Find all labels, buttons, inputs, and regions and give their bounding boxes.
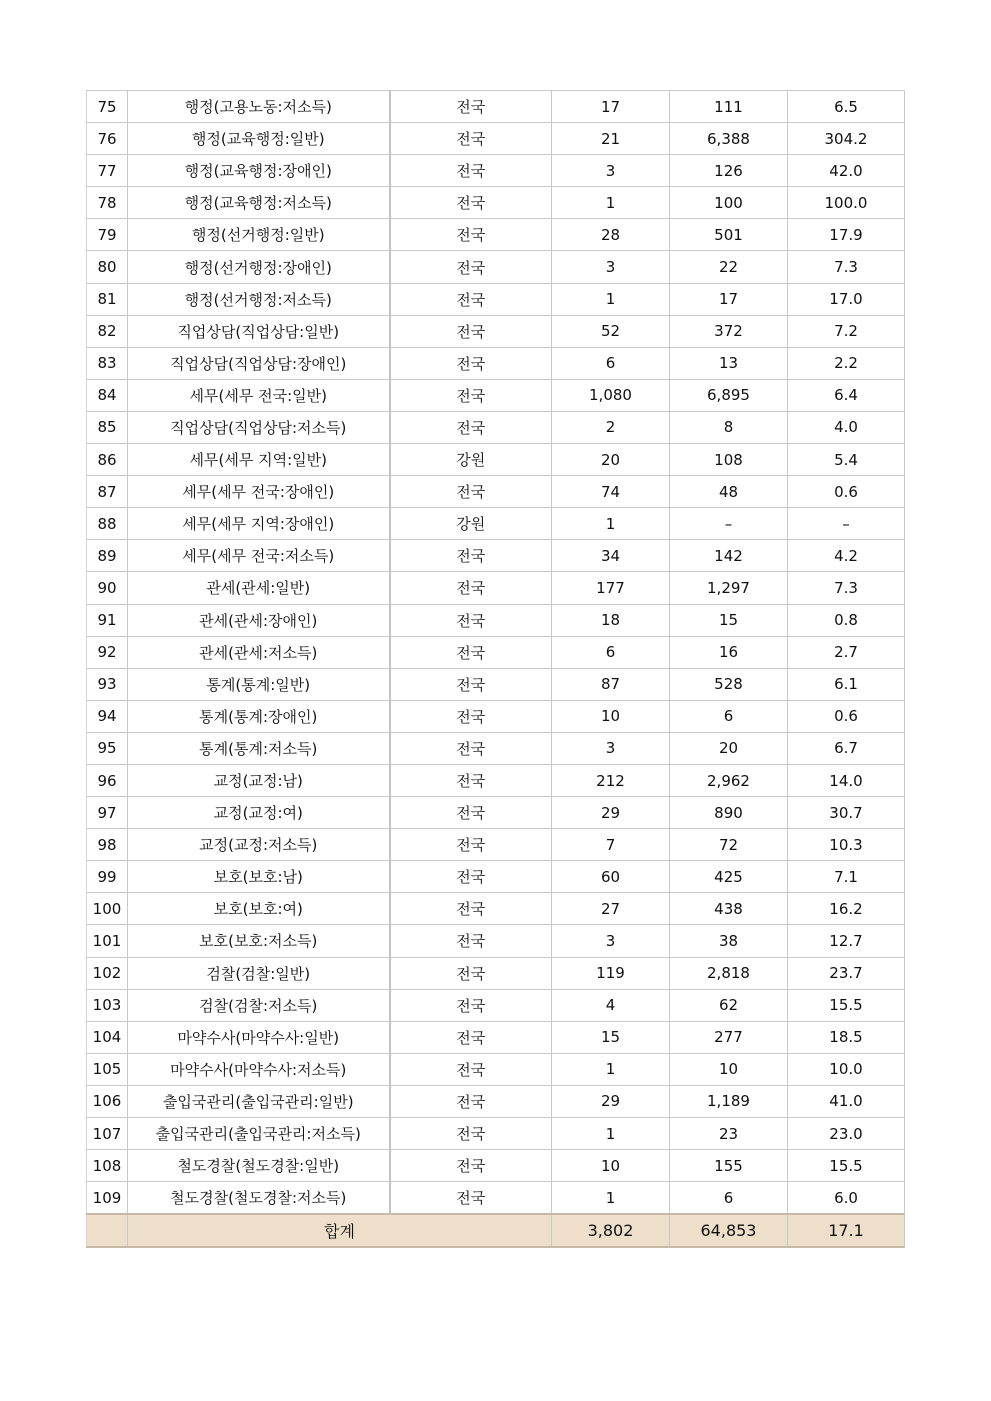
competition-ratio: 7.2 <box>788 315 905 347</box>
row-number: 109 <box>87 1182 128 1215</box>
exam-category: 보호(보호:여) <box>128 893 390 925</box>
table-row <box>87 700 905 732</box>
region: 전국 <box>390 476 552 508</box>
recruit-count: 10 <box>552 700 670 732</box>
competition-ratio: 0.6 <box>788 476 905 508</box>
applicant-count: 72 <box>670 829 788 861</box>
total-applicants: 64,853 <box>670 1214 788 1247</box>
exam-category: 통계(통계:저소득) <box>128 732 390 764</box>
table-row <box>87 989 905 1021</box>
competition-ratio: 17.9 <box>788 219 905 251</box>
exam-category: 검찰(검찰:저소득) <box>128 989 390 1021</box>
recruit-count: 1,080 <box>552 379 670 411</box>
recruit-count: 1 <box>552 283 670 315</box>
applicant-count: 10 <box>670 1053 788 1085</box>
competition-ratio: – <box>788 508 905 540</box>
region: 전국 <box>390 861 552 893</box>
recruit-count: 3 <box>552 251 670 283</box>
applicant-count: 501 <box>670 219 788 251</box>
applicant-count: 20 <box>670 732 788 764</box>
region: 전국 <box>390 187 552 219</box>
total-row <box>87 1214 905 1247</box>
exam-category: 행정(교육행정:저소득) <box>128 187 390 219</box>
competition-ratio: 23.7 <box>788 957 905 989</box>
exam-category: 보호(보호:저소득) <box>128 925 390 957</box>
region: 전국 <box>390 700 552 732</box>
exam-category: 직업상담(직업상담:장애인) <box>128 347 390 379</box>
region: 전국 <box>390 1053 552 1085</box>
competition-rate-table <box>86 90 905 1248</box>
region: 전국 <box>390 123 552 155</box>
competition-ratio: 42.0 <box>788 155 905 187</box>
row-number: 77 <box>87 155 128 187</box>
region: 전국 <box>390 219 552 251</box>
applicant-count: 425 <box>670 861 788 893</box>
row-number: 75 <box>87 91 128 123</box>
competition-ratio: 0.6 <box>788 700 905 732</box>
region: 강원 <box>390 444 552 476</box>
row-number: 81 <box>87 283 128 315</box>
table-row <box>87 347 905 379</box>
exam-category: 마약수사(마약수사:저소득) <box>128 1053 390 1085</box>
exam-category: 행정(고용노동:저소득) <box>128 91 390 123</box>
row-number: 94 <box>87 700 128 732</box>
recruit-count: 3 <box>552 155 670 187</box>
table-row <box>87 636 905 668</box>
recruit-count: 3 <box>552 925 670 957</box>
table-row <box>87 1053 905 1085</box>
applicant-count: 6 <box>670 1182 788 1215</box>
row-number: 104 <box>87 1021 128 1053</box>
exam-category: 세무(세무 전국:장애인) <box>128 476 390 508</box>
row-number: 108 <box>87 1150 128 1182</box>
table-row <box>87 411 905 443</box>
region: 전국 <box>390 347 552 379</box>
recruit-count: 4 <box>552 989 670 1021</box>
exam-category: 검찰(검찰:일반) <box>128 957 390 989</box>
region: 전국 <box>390 604 552 636</box>
applicant-count: 6 <box>670 700 788 732</box>
applicant-count: 111 <box>670 91 788 123</box>
table-row <box>87 893 905 925</box>
recruit-count: 17 <box>552 91 670 123</box>
region: 전국 <box>390 411 552 443</box>
row-number: 84 <box>87 379 128 411</box>
exam-category: 관세(관세:일반) <box>128 572 390 604</box>
recruit-count: 1 <box>552 1053 670 1085</box>
exam-category: 관세(관세:장애인) <box>128 604 390 636</box>
table-row <box>87 540 905 572</box>
region: 전국 <box>390 283 552 315</box>
exam-category: 세무(세무 지역:일반) <box>128 444 390 476</box>
exam-category: 철도경찰(철도경찰:저소득) <box>128 1182 390 1215</box>
row-number: 85 <box>87 411 128 443</box>
competition-ratio: 12.7 <box>788 925 905 957</box>
row-number: 93 <box>87 668 128 700</box>
region: 전국 <box>390 1118 552 1150</box>
competition-ratio: 4.0 <box>788 411 905 443</box>
competition-ratio: 6.7 <box>788 732 905 764</box>
competition-ratio: 6.1 <box>788 668 905 700</box>
table-body <box>87 91 905 1248</box>
recruit-count: 87 <box>552 668 670 700</box>
recruit-count: 20 <box>552 444 670 476</box>
competition-ratio: 6.0 <box>788 1182 905 1215</box>
exam-category: 교정(교정:남) <box>128 764 390 796</box>
row-number: 78 <box>87 187 128 219</box>
region: 전국 <box>390 91 552 123</box>
row-number: 106 <box>87 1085 128 1117</box>
competition-ratio: 30.7 <box>788 797 905 829</box>
exam-category: 행정(선거행정:저소득) <box>128 283 390 315</box>
exam-category: 통계(통계:일반) <box>128 668 390 700</box>
competition-ratio: 0.8 <box>788 604 905 636</box>
applicant-count: 38 <box>670 925 788 957</box>
row-number: 103 <box>87 989 128 1021</box>
exam-category: 관세(관세:저소득) <box>128 636 390 668</box>
recruit-count: 34 <box>552 540 670 572</box>
table-row <box>87 764 905 796</box>
table-row <box>87 732 905 764</box>
applicant-count: 6,388 <box>670 123 788 155</box>
applicant-count: 372 <box>670 315 788 347</box>
competition-ratio: 17.0 <box>788 283 905 315</box>
row-number: 87 <box>87 476 128 508</box>
recruit-count: 52 <box>552 315 670 347</box>
total-label: 합계 <box>128 1214 552 1247</box>
exam-category: 교정(교정:저소득) <box>128 829 390 861</box>
recruit-count: 74 <box>552 476 670 508</box>
exam-category: 행정(교육행정:장애인) <box>128 155 390 187</box>
region: 전국 <box>390 379 552 411</box>
row-number: 100 <box>87 893 128 925</box>
exam-category: 세무(세무 전국:일반) <box>128 379 390 411</box>
table-row <box>87 572 905 604</box>
table-row <box>87 508 905 540</box>
region: 전국 <box>390 1021 552 1053</box>
competition-ratio: 41.0 <box>788 1085 905 1117</box>
exam-category: 세무(세무 지역:장애인) <box>128 508 390 540</box>
recruit-count: 7 <box>552 829 670 861</box>
exam-category: 출입국관리(출입국관리:일반) <box>128 1085 390 1117</box>
applicant-count: 528 <box>670 668 788 700</box>
recruit-count: 1 <box>552 187 670 219</box>
region: 전국 <box>390 797 552 829</box>
table-row <box>87 187 905 219</box>
applicant-count: 100 <box>670 187 788 219</box>
region: 전국 <box>390 1085 552 1117</box>
table-row <box>87 1085 905 1117</box>
exam-category: 행정(교육행정:일반) <box>128 123 390 155</box>
applicant-count: 126 <box>670 155 788 187</box>
row-number: 90 <box>87 572 128 604</box>
row-number: 89 <box>87 540 128 572</box>
row-number: 79 <box>87 219 128 251</box>
applicant-count: 277 <box>670 1021 788 1053</box>
row-number: 98 <box>87 829 128 861</box>
exam-category: 출입국관리(출입국관리:저소득) <box>128 1118 390 1150</box>
row-number: 97 <box>87 797 128 829</box>
region: 전국 <box>390 540 552 572</box>
recruit-count: 10 <box>552 1150 670 1182</box>
recruit-count: 29 <box>552 1085 670 1117</box>
applicant-count: 2,962 <box>670 764 788 796</box>
table-row <box>87 1182 905 1215</box>
table-row <box>87 861 905 893</box>
competition-ratio: 18.5 <box>788 1021 905 1053</box>
applicant-count: 890 <box>670 797 788 829</box>
region: 전국 <box>390 1182 552 1215</box>
row-number: 83 <box>87 347 128 379</box>
recruit-count: 1 <box>552 1118 670 1150</box>
table-row <box>87 604 905 636</box>
applicant-count: 438 <box>670 893 788 925</box>
exam-category: 행정(선거행정:장애인) <box>128 251 390 283</box>
region: 전국 <box>390 251 552 283</box>
exam-category: 통계(통계:장애인) <box>128 700 390 732</box>
table-row <box>87 476 905 508</box>
recruit-count: 1 <box>552 1182 670 1215</box>
applicant-count: 142 <box>670 540 788 572</box>
recruit-count: 18 <box>552 604 670 636</box>
recruit-count: 15 <box>552 1021 670 1053</box>
table-row <box>87 1118 905 1150</box>
competition-ratio: 5.4 <box>788 444 905 476</box>
region: 전국 <box>390 829 552 861</box>
competition-ratio: 100.0 <box>788 187 905 219</box>
recruit-count: 21 <box>552 123 670 155</box>
region: 전국 <box>390 764 552 796</box>
competition-ratio: 2.7 <box>788 636 905 668</box>
total-no-cell <box>87 1214 128 1247</box>
region: 전국 <box>390 957 552 989</box>
recruit-count: 27 <box>552 893 670 925</box>
table-row <box>87 444 905 476</box>
region: 전국 <box>390 155 552 187</box>
recruit-count: 177 <box>552 572 670 604</box>
competition-ratio: 7.3 <box>788 251 905 283</box>
exam-category: 철도경찰(철도경찰:일반) <box>128 1150 390 1182</box>
table-row <box>87 1021 905 1053</box>
table-row <box>87 925 905 957</box>
row-number: 102 <box>87 957 128 989</box>
table-row <box>87 797 905 829</box>
table-row <box>87 219 905 251</box>
row-number: 96 <box>87 764 128 796</box>
competition-ratio: 14.0 <box>788 764 905 796</box>
competition-ratio: 23.0 <box>788 1118 905 1150</box>
region: 전국 <box>390 668 552 700</box>
row-number: 92 <box>87 636 128 668</box>
recruit-count: 29 <box>552 797 670 829</box>
region: 전국 <box>390 989 552 1021</box>
applicant-count: 108 <box>670 444 788 476</box>
table-row <box>87 829 905 861</box>
applicant-count: 62 <box>670 989 788 1021</box>
row-number: 91 <box>87 604 128 636</box>
recruit-count: 6 <box>552 636 670 668</box>
table-row <box>87 379 905 411</box>
competition-ratio: 6.4 <box>788 379 905 411</box>
row-number: 99 <box>87 861 128 893</box>
table-row <box>87 123 905 155</box>
applicant-count: 1,297 <box>670 572 788 604</box>
applicant-count: 6,895 <box>670 379 788 411</box>
applicant-count: 8 <box>670 411 788 443</box>
exam-category: 직업상담(직업상담:저소득) <box>128 411 390 443</box>
applicant-count: 15 <box>670 604 788 636</box>
table-row <box>87 91 905 123</box>
row-number: 95 <box>87 732 128 764</box>
region: 전국 <box>390 893 552 925</box>
competition-ratio: 10.0 <box>788 1053 905 1085</box>
region: 전국 <box>390 315 552 347</box>
region: 강원 <box>390 508 552 540</box>
table-row <box>87 251 905 283</box>
competition-ratio: 10.3 <box>788 829 905 861</box>
row-number: 107 <box>87 1118 128 1150</box>
region: 전국 <box>390 572 552 604</box>
recruit-count: 119 <box>552 957 670 989</box>
recruit-count: 28 <box>552 219 670 251</box>
applicant-count: 23 <box>670 1118 788 1150</box>
competition-ratio: 16.2 <box>788 893 905 925</box>
applicant-count: 1,189 <box>670 1085 788 1117</box>
competition-ratio: 6.5 <box>788 91 905 123</box>
applicant-count: 155 <box>670 1150 788 1182</box>
row-number: 82 <box>87 315 128 347</box>
table-row <box>87 668 905 700</box>
recruit-count: 2 <box>552 411 670 443</box>
applicant-count: – <box>670 508 788 540</box>
recruit-count: 60 <box>552 861 670 893</box>
competition-ratio: 7.3 <box>788 572 905 604</box>
exam-category: 교정(교정:여) <box>128 797 390 829</box>
exam-category: 행정(선거행정:일반) <box>128 219 390 251</box>
applicant-count: 17 <box>670 283 788 315</box>
recruit-count: 3 <box>552 732 670 764</box>
row-number: 76 <box>87 123 128 155</box>
table-row <box>87 1150 905 1182</box>
applicant-count: 16 <box>670 636 788 668</box>
total-recruits: 3,802 <box>552 1214 670 1247</box>
row-number: 86 <box>87 444 128 476</box>
region: 전국 <box>390 732 552 764</box>
region: 전국 <box>390 1150 552 1182</box>
recruit-count: 1 <box>552 508 670 540</box>
table-row <box>87 155 905 187</box>
exam-category: 직업상담(직업상담:일반) <box>128 315 390 347</box>
exam-category: 마약수사(마약수사:일반) <box>128 1021 390 1053</box>
applicant-count: 22 <box>670 251 788 283</box>
total-ratio: 17.1 <box>788 1214 905 1247</box>
applicant-count: 2,818 <box>670 957 788 989</box>
applicant-count: 48 <box>670 476 788 508</box>
competition-ratio: 15.5 <box>788 1150 905 1182</box>
recruit-count: 6 <box>552 347 670 379</box>
region: 전국 <box>390 925 552 957</box>
recruit-count: 212 <box>552 764 670 796</box>
table-row <box>87 315 905 347</box>
row-number: 101 <box>87 925 128 957</box>
row-number: 105 <box>87 1053 128 1085</box>
row-number: 80 <box>87 251 128 283</box>
competition-ratio: 7.1 <box>788 861 905 893</box>
competition-ratio: 304.2 <box>788 123 905 155</box>
row-number: 88 <box>87 508 128 540</box>
exam-category: 보호(보호:남) <box>128 861 390 893</box>
table-row <box>87 957 905 989</box>
region: 전국 <box>390 636 552 668</box>
applicant-count: 13 <box>670 347 788 379</box>
table-row <box>87 283 905 315</box>
exam-category: 세무(세무 전국:저소득) <box>128 540 390 572</box>
competition-ratio: 2.2 <box>788 347 905 379</box>
competition-ratio: 4.2 <box>788 540 905 572</box>
competition-ratio: 15.5 <box>788 989 905 1021</box>
